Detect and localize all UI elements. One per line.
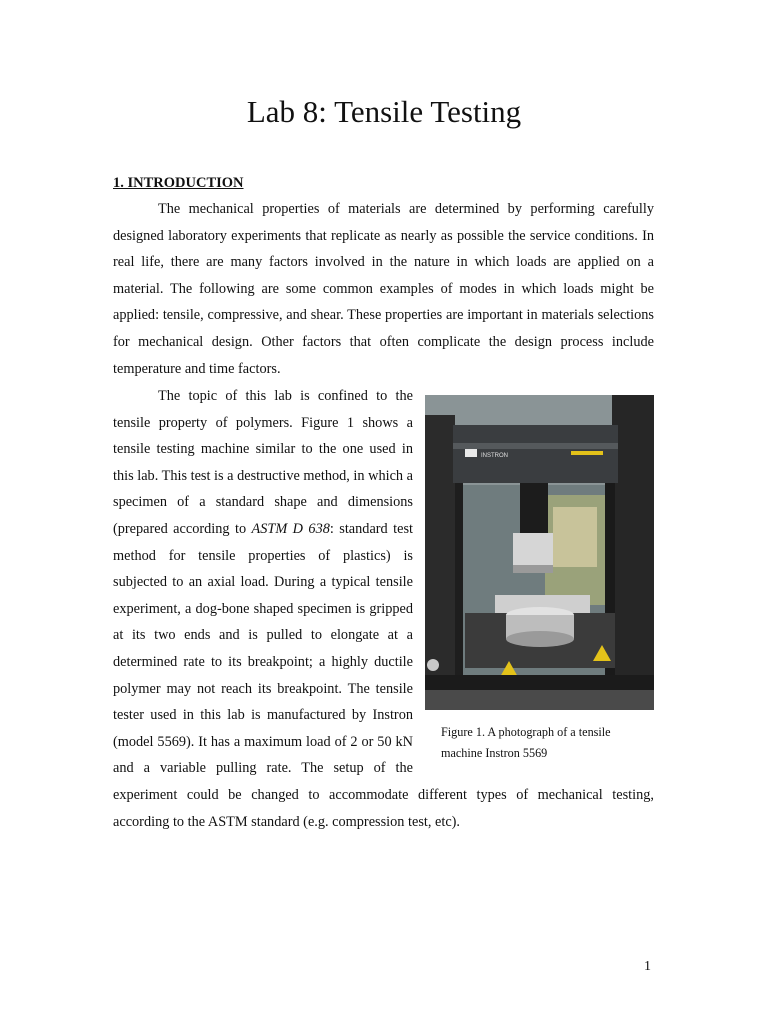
figure-caption: Figure 1. A photograph of a tensile machine Instron 5569 bbox=[441, 725, 611, 760]
paragraph-text-part1: The topic of this lab is confined to the tensile property of polymers. Figure 1 shows a tensile testing machine similar to the one used in this lab. This test is a destructive method, in which a specimen of a standard shape and dimensions (prepared according to bbox=[113, 388, 413, 537]
page-number: 1 bbox=[644, 959, 651, 974]
section-heading-introduction: 1. INTRODUCTION bbox=[113, 175, 244, 191]
paragraph-block-with-figure bbox=[113, 383, 654, 835]
paragraph-text-part2: : standard test method for tensile properties of plastics) is subjected to an axial load. During a typical tensile experiment, a dog-bone shaped specimen is gripped at its two ends and is pulled to elongate at a determined rate to its breakpoint; a highly ductile polymer may not reach its breakpoint. The tensile tester used in this lab is manufactured by Instron (model 5569). It has a maximum load of 2 or 50 kN and a variable pulling rate. The setup of the experiment could be changed to accommodate different types of mechanical testing, according to the ASTM standard (e.g. compression test, etc). bbox=[113, 520, 654, 830]
photo-brand-text: INSTRON bbox=[481, 453, 508, 459]
astm-standard-reference: ASTM D 638 bbox=[251, 520, 330, 537]
figure-1 bbox=[425, 395, 654, 764]
paragraph-intro: The mechanical properties of materials are determined by performing carefully designed laboratory experiments that replicate as nearly as possible the service conditions. In real life, there are many factors involved in the nature in which loads are applied on a material. The following are some common examples of modes in which loads might be applied: tensile, compressive, and shear. These properties are important in materials selections for mechanical design. Other factors that often complicate the design process include temperature and time factors. bbox=[113, 201, 654, 377]
tensile-machine-photo bbox=[425, 395, 654, 710]
document-title: Lab 8: Tensile Testing bbox=[246, 94, 522, 129]
